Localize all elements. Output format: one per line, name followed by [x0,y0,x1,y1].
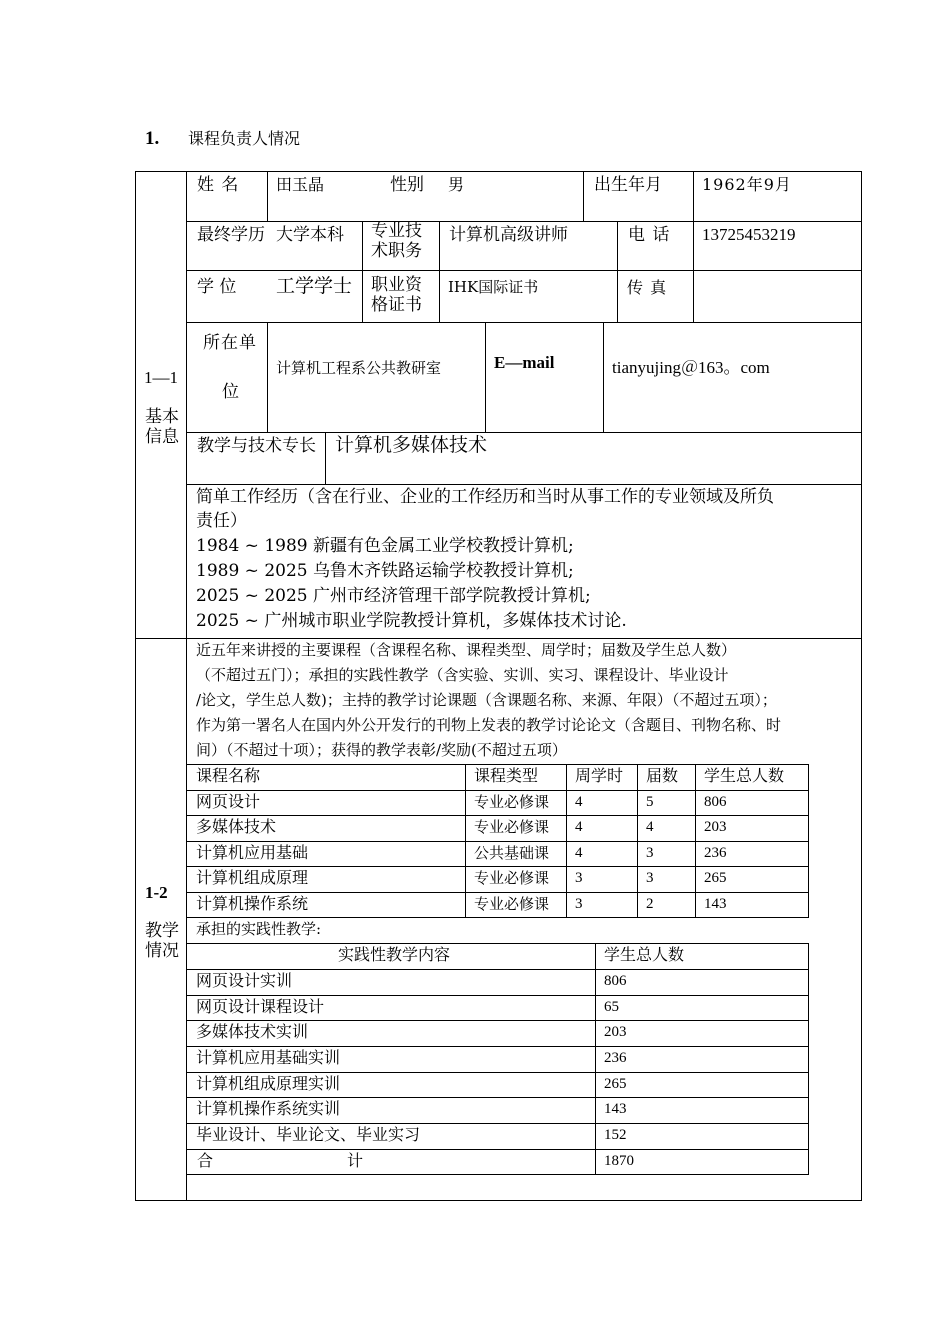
practice-header-content: 实践性教学内容 [338,945,451,964]
birth-value: 1962年9月 [702,175,792,194]
practice-content: 计算机组成原理实训 [196,1074,341,1093]
email-label: E—mail [494,353,555,372]
section-1-2-number: 1-2 [145,883,168,902]
course-students: 265 [704,870,727,886]
name-label: 姓 名 [197,175,240,195]
table-top-border [135,171,862,172]
education-value: 大学本科 [276,225,344,245]
course-hours: 4 [575,794,583,810]
courses-header-name: 课程名称 [196,766,261,785]
course-students: 203 [704,819,727,835]
total-label-a: 合 [197,1151,214,1170]
section-1-2-label-line1: 教学 [145,921,179,941]
work-history-item: 2025 ~ 广州城市职业学院教授计算机，多媒体技术讨论. [196,611,627,631]
course-hours: 4 [575,819,583,835]
work-history-item: 2025 ~ 2025 广州市经济管理干部学院教授计算机; [196,586,591,606]
cert-value: IHK国际证书 [448,278,539,296]
cert-label-line1: 职业资 [371,275,422,295]
education-label: 最终学历 [197,225,265,245]
practice-content: 网页设计课程设计 [196,997,325,1016]
course-type: 专业必修课 [474,869,550,887]
total-label-b: 计 [347,1151,364,1170]
intro-line: 间）（不超过十项）；获得的教学表彰/奖励(不超过五项） [196,741,567,759]
fax-label: 传 真 [627,278,668,297]
practice-students: 203 [604,1024,627,1040]
course-type: 专业必修课 [474,818,550,836]
work-history-item: 1989 ~ 2025 乌鲁木齐铁路运输学校教授计算机; [196,561,574,581]
course-sessions: 3 [646,870,654,886]
course-name: 计算机操作系统 [196,894,309,913]
practice-students: 236 [604,1050,627,1066]
expertise-label: 教学与技术专长 [197,436,316,456]
course-name: 计算机组成原理 [196,868,309,887]
course-hours: 4 [575,845,583,861]
course-students: 806 [704,794,727,810]
course-sessions: 5 [646,794,654,810]
birth-label: 出生年月 [594,175,662,195]
practice-students: 806 [604,973,627,989]
course-hours: 3 [575,896,583,912]
table-right-border [861,171,862,1201]
section-1-1-label-line1: 基本 [145,407,179,427]
practice-content: 毕业设计、毕业论文、毕业实习 [196,1125,421,1144]
unit-label-line2: 位 [222,382,239,402]
course-type: 专业必修课 [474,895,550,913]
degree-value: 工学学士 [276,275,353,297]
course-sessions: 3 [646,845,654,861]
section-1-2-label-line2: 情况 [145,941,179,961]
course-sessions: 4 [646,819,654,835]
practice-content: 计算机应用基础实训 [196,1048,341,1067]
unit-value: 计算机工程系公共教研室 [276,359,442,377]
email-value: tianyujing＠163。com [612,358,770,377]
practice-title: 承担的实践性教学: [196,920,322,938]
practice-content: 计算机操作系统实训 [196,1099,341,1118]
practice-content: 网页设计实训 [196,971,293,990]
intro-line: 近五年来讲授的主要课程（含课程名称、课程类型、周学时；届数及学生总人数） [196,641,737,659]
expertise-value: 计算机多媒体技术 [335,434,488,456]
intro-line: 作为第一署名人在国内外公开发行的刊物上发表的教学讨论论文（含题目、刊物名称、时 [196,716,782,734]
practice-students: 265 [604,1076,627,1092]
cert-label-line2: 格证书 [371,295,422,315]
courses-header-hours: 周学时 [575,766,624,785]
work-history-title-line1: 简单工作经历（含在行业、企业的工作经历和当时从事工作的专业领域及所负 [196,487,774,507]
practice-content: 多媒体技术实训 [196,1022,309,1041]
course-hours: 3 [575,870,583,886]
phone-value: 13725453219 [702,225,796,244]
courses-header-sessions: 届数 [646,766,679,785]
practice-students: 152 [604,1127,627,1143]
course-name: 计算机应用基础 [196,843,309,862]
section-1-1-number: 1—1 [144,368,178,387]
degree-label: 学 位 [197,277,237,297]
work-history-title-line2: 责任） [196,511,247,531]
title-label-line1: 专业技 [371,221,422,241]
intro-line: /论文，学生总人数)；主持的教学讨论课题（含课题名称、来源、年限）（不超过五项）； [196,691,777,709]
work-history-item: 1984 ~ 1989 新疆有色金属工业学校教授计算机; [196,536,574,556]
total-value: 1870 [604,1153,634,1169]
table-bottom-border [135,1200,862,1201]
table-left-border [135,171,136,1201]
practice-students: 143 [604,1101,627,1117]
section-number: 1. [145,128,160,149]
section-1-1-label-line2: 信息 [145,427,179,447]
course-students: 236 [704,845,727,861]
course-name: 网页设计 [196,792,261,811]
title-value: 计算机高级讲师 [449,225,568,245]
course-name: 多媒体技术 [196,817,277,836]
course-students: 143 [704,896,727,912]
course-type: 公共基础课 [474,844,550,862]
courses-header-type: 课程类型 [474,766,539,785]
course-type: 专业必修课 [474,793,550,811]
name-value: 田玉晶 [276,175,325,194]
course-sessions: 2 [646,896,654,912]
gender-value: 男 [448,175,465,194]
title-label-line2: 术职务 [371,241,422,261]
practice-students: 65 [604,999,619,1015]
unit-label-line1: 所在单 [203,333,257,353]
practice-header-students: 学生总人数 [604,945,685,964]
gender-label: 性别 [390,175,424,195]
courses-header-students: 学生总人数 [704,766,785,785]
phone-label: 电 话 [628,225,671,245]
section-divider [135,638,862,639]
section-title: 课程负责人情况 [188,129,301,148]
intro-line: （不超过五门）；承担的实践性教学（含实验、实训、实习、课程设计、毕业设计 [196,666,729,684]
